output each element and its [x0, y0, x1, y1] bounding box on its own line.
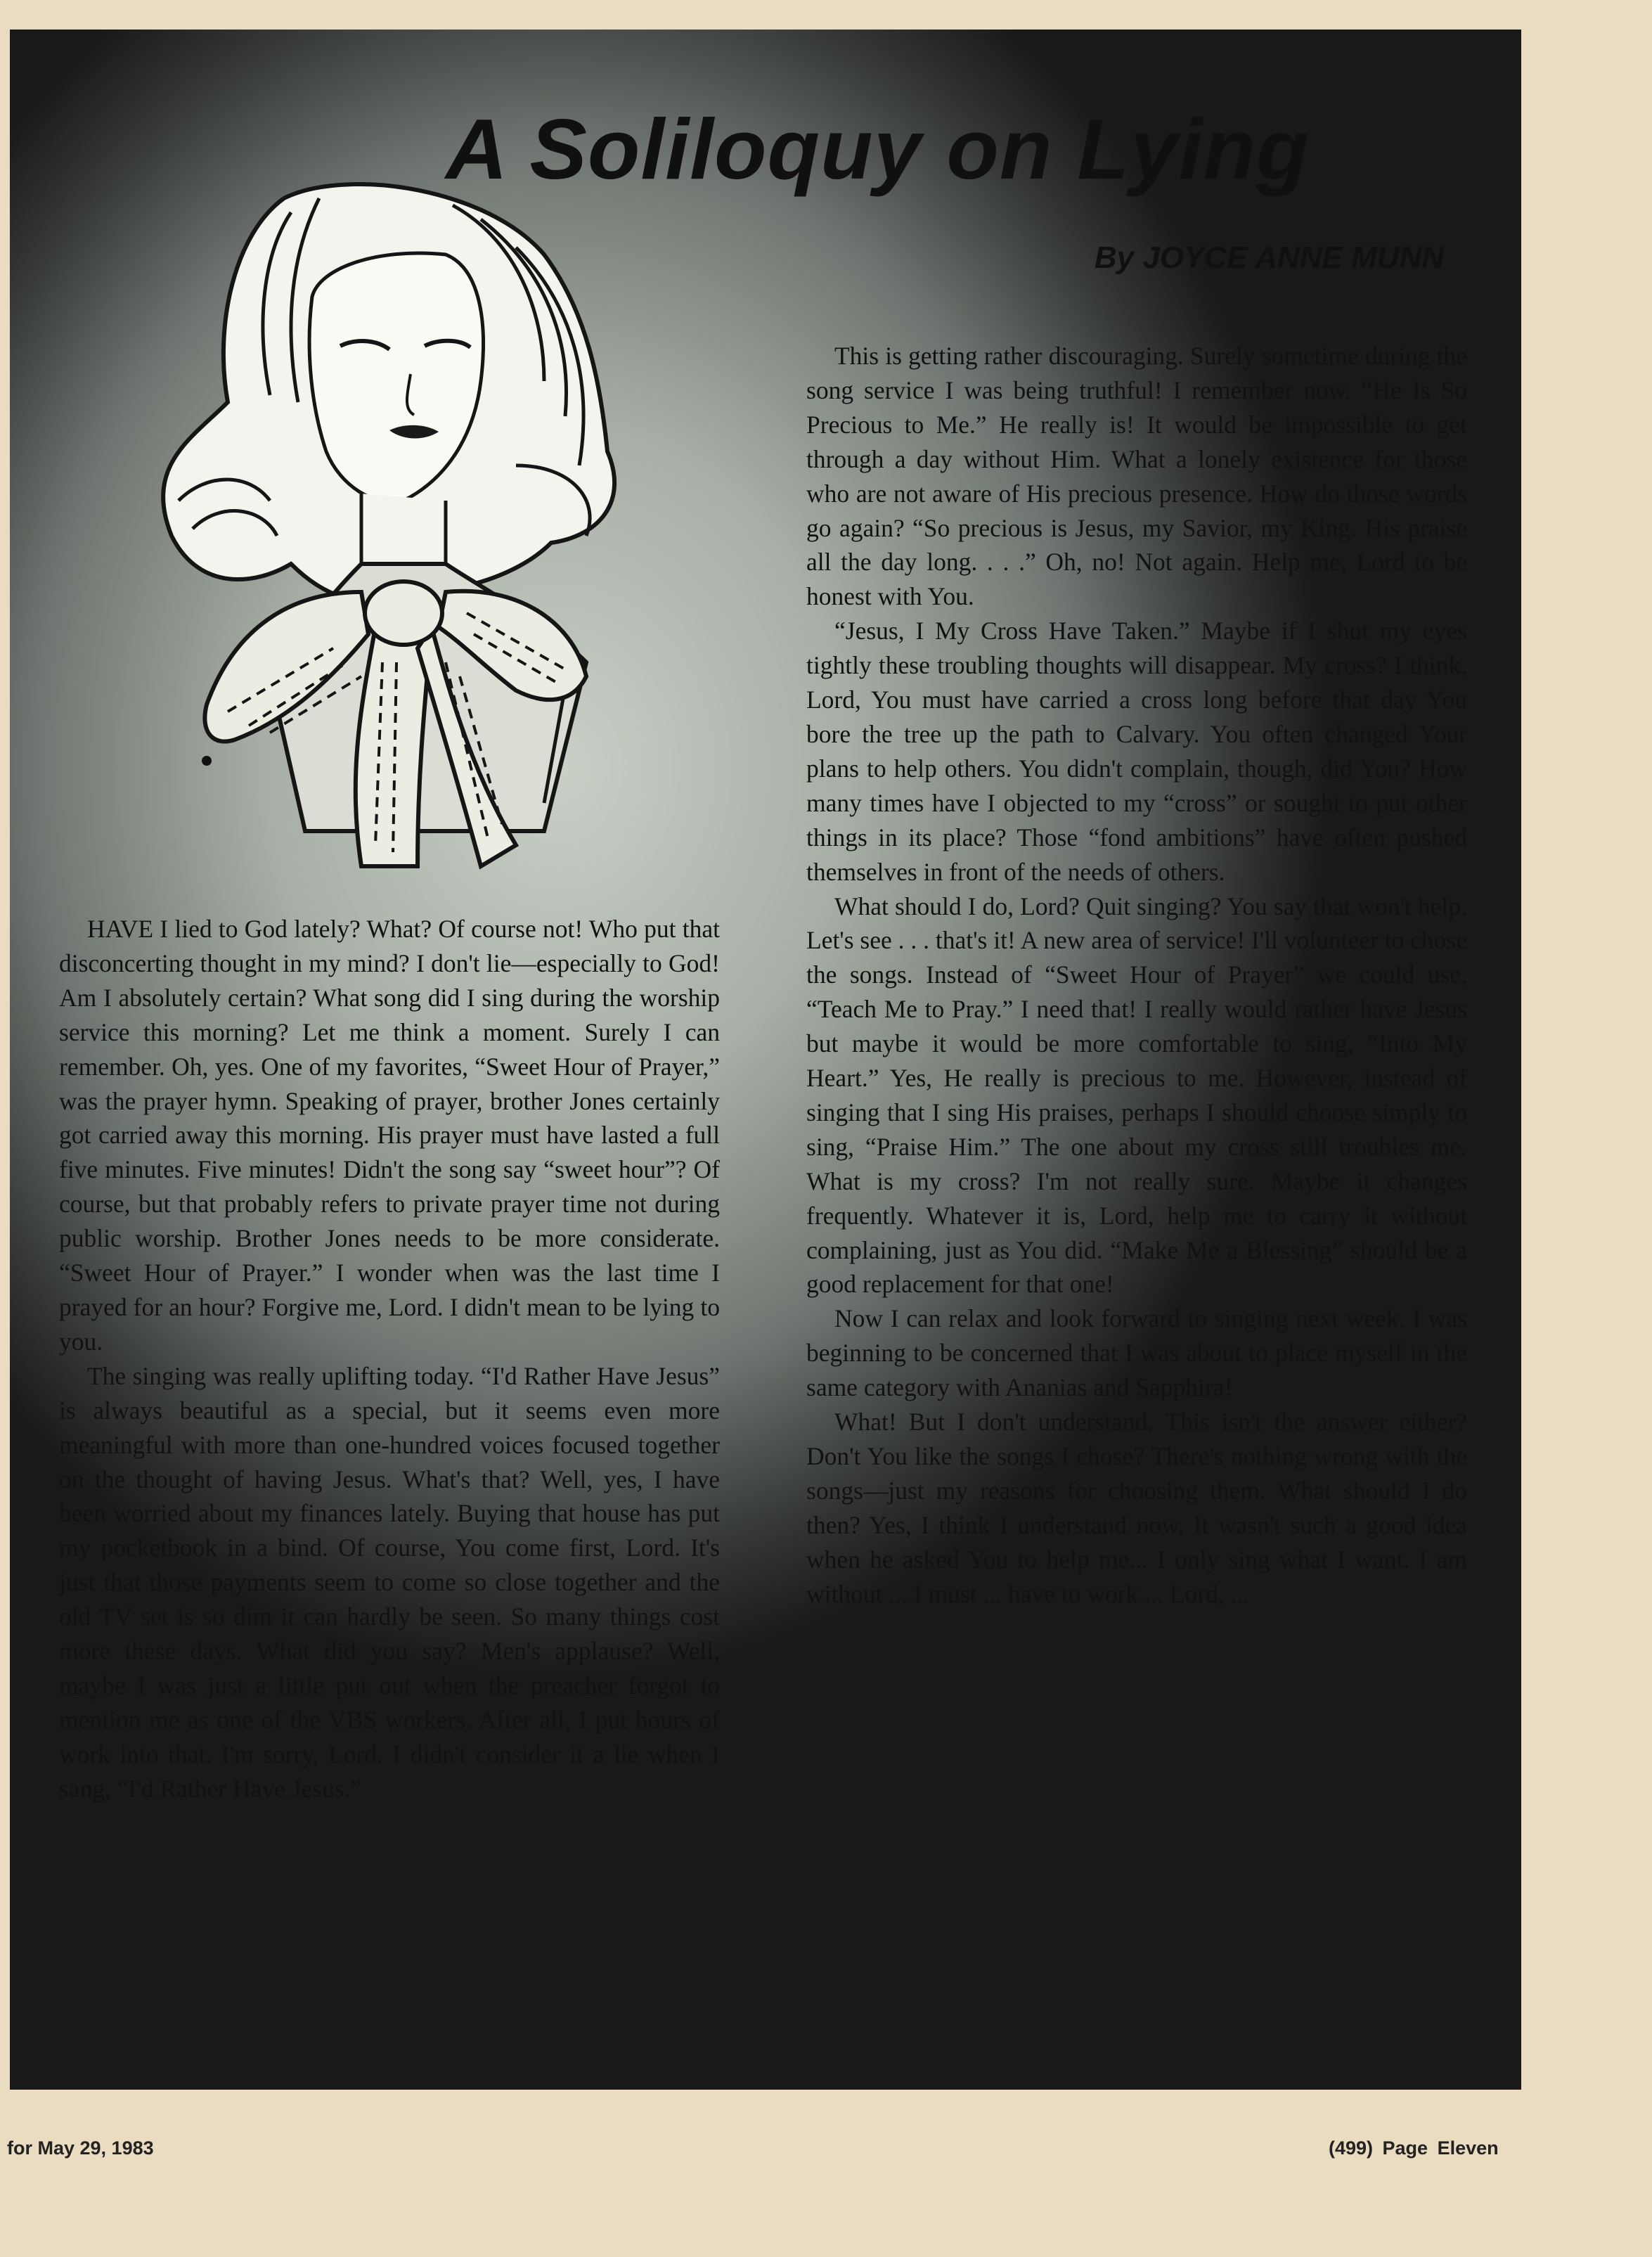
paragraph: “Jesus, I My Cross Have Taken.” Maybe if I shut my eyes tightly these troubling thoughts will disappear. My cross? I think, Lord, You must have carried a cross long before that day You bore the tree up the path to Calvary. You often changed Your plans to help others. You didn't complain, though, did You? How many times have I objected to my “cross” or sought to put other things in its place? Those “fond ambitions” have often pushed themselves in front of the needs of others.	[806, 617, 1467, 886]
paragraph: The singing was really uplifting today. “I'd Rather Have Jesus” is always beautiful as a special, but it seems even more meaningful with more than one-hundred voices focused together on the thought of having Jesus. What's that? Well, yes, I have been worried about my finances lately. Buying that house has put my pocketbook in a bind. Of course, You come first, Lord. It's just that those payments seem to come so close together and the old TV set is so dim it can hardly be seen. So many things cost more these days. What did you say? Men's applause? Well, maybe I was just a little put out when the preacher forgot to mention me as one of the VBS workers. After all, I put hours of work into that. I'm sorry, Lord. I didn't consider it a lie when I sang, “I'd Rather Have Jesus.”	[59, 1361, 720, 1803]
footer-date: for May 29, 1983	[7, 2137, 154, 2159]
article-title: A Soliloquy on Lying	[446, 101, 1310, 197]
article-panel	[10, 30, 1521, 2090]
paragraph: What should I do, Lord? Quit singing? You say that won't help. Let's see . . . that's it! A new area of service! I'll volunteer to chose the songs. Instead of “Sweet Hour of Prayer” we could use, “Teach Me to Pray.” I need that! I really would rather have Jesus but maybe it would be more comfortable to sing, “Into My Heart.” Yes, He really is precious to me. However, instead of singing that I sing His praises, perhaps I should choose simply to sing, “Praise Him.” The one about my cross still troubles me. What is my cross? I'm not really sure. Maybe it changes frequently. Whatever it is, Lord, help me to carry it without complaining, just as You did. “Make Me a Blessing” should be a good replacement for that one!	[806, 892, 1467, 1299]
paragraph: What! But I don't understand. This isn't the answer either? Don't You like the songs I chose? There's nothing wrong with the songs—just my reasons for choosing them. What should I do then? Yes, I think I understand now. It wasn't such a good idea when he asked You to help me... I only sing what I want. I am without ... I must ... have to work ... Lord, ...	[806, 1408, 1467, 1608]
paragraph: This is getting rather discouraging. Surely sometime during the song service I was being truthful! I remember now. “He Is So Precious to Me.” He really is! It would be impossible to get through a day without Him. What a lonely existence for those who are not aware of His precious presence. How do those words go again? “So precious is Jesus, my Savior, my King. His praise all the day long. . . .” Oh, no! Not again. Help me, Lord to be honest with You.	[806, 342, 1467, 611]
right-column	[806, 339, 1467, 1612]
left-column	[59, 912, 720, 1806]
woman-illustration	[150, 170, 755, 915]
footer-page-number: (499) Page Eleven	[1329, 2137, 1499, 2159]
paragraph: HAVE I lied to God lately? What? Of course not! Who put that disconcerting thought in my mind? I don't lie—especially to God! Am I absolutely certain? What song did I sing during the worship service this morning? Let me think a moment. Surely I can remember. Oh, yes. One of my favorites, “Sweet Hour of Prayer,” was the prayer hymn. Speaking of prayer, brother Jones certainly got carried away this morning. His prayer must have lasted a full five minutes. Five minutes! Didn't the song say “sweet hour”? Of course, but that probably refers to private prayer time not during public worship. Brother Jones needs to be more considerate. “Sweet Hour of Prayer.” I wonder when was the last time I prayed for an hour? Forgive me, Lord. I didn't mean to be lying to you.	[59, 915, 720, 1356]
article-byline: By JOYCE ANNE MUNN	[1094, 240, 1444, 275]
paragraph: Now I can relax and look forward to singing next week. I was beginning to be concerned that I was about to place myself in the same category with Ananias and Sapphira!	[806, 1304, 1467, 1402]
